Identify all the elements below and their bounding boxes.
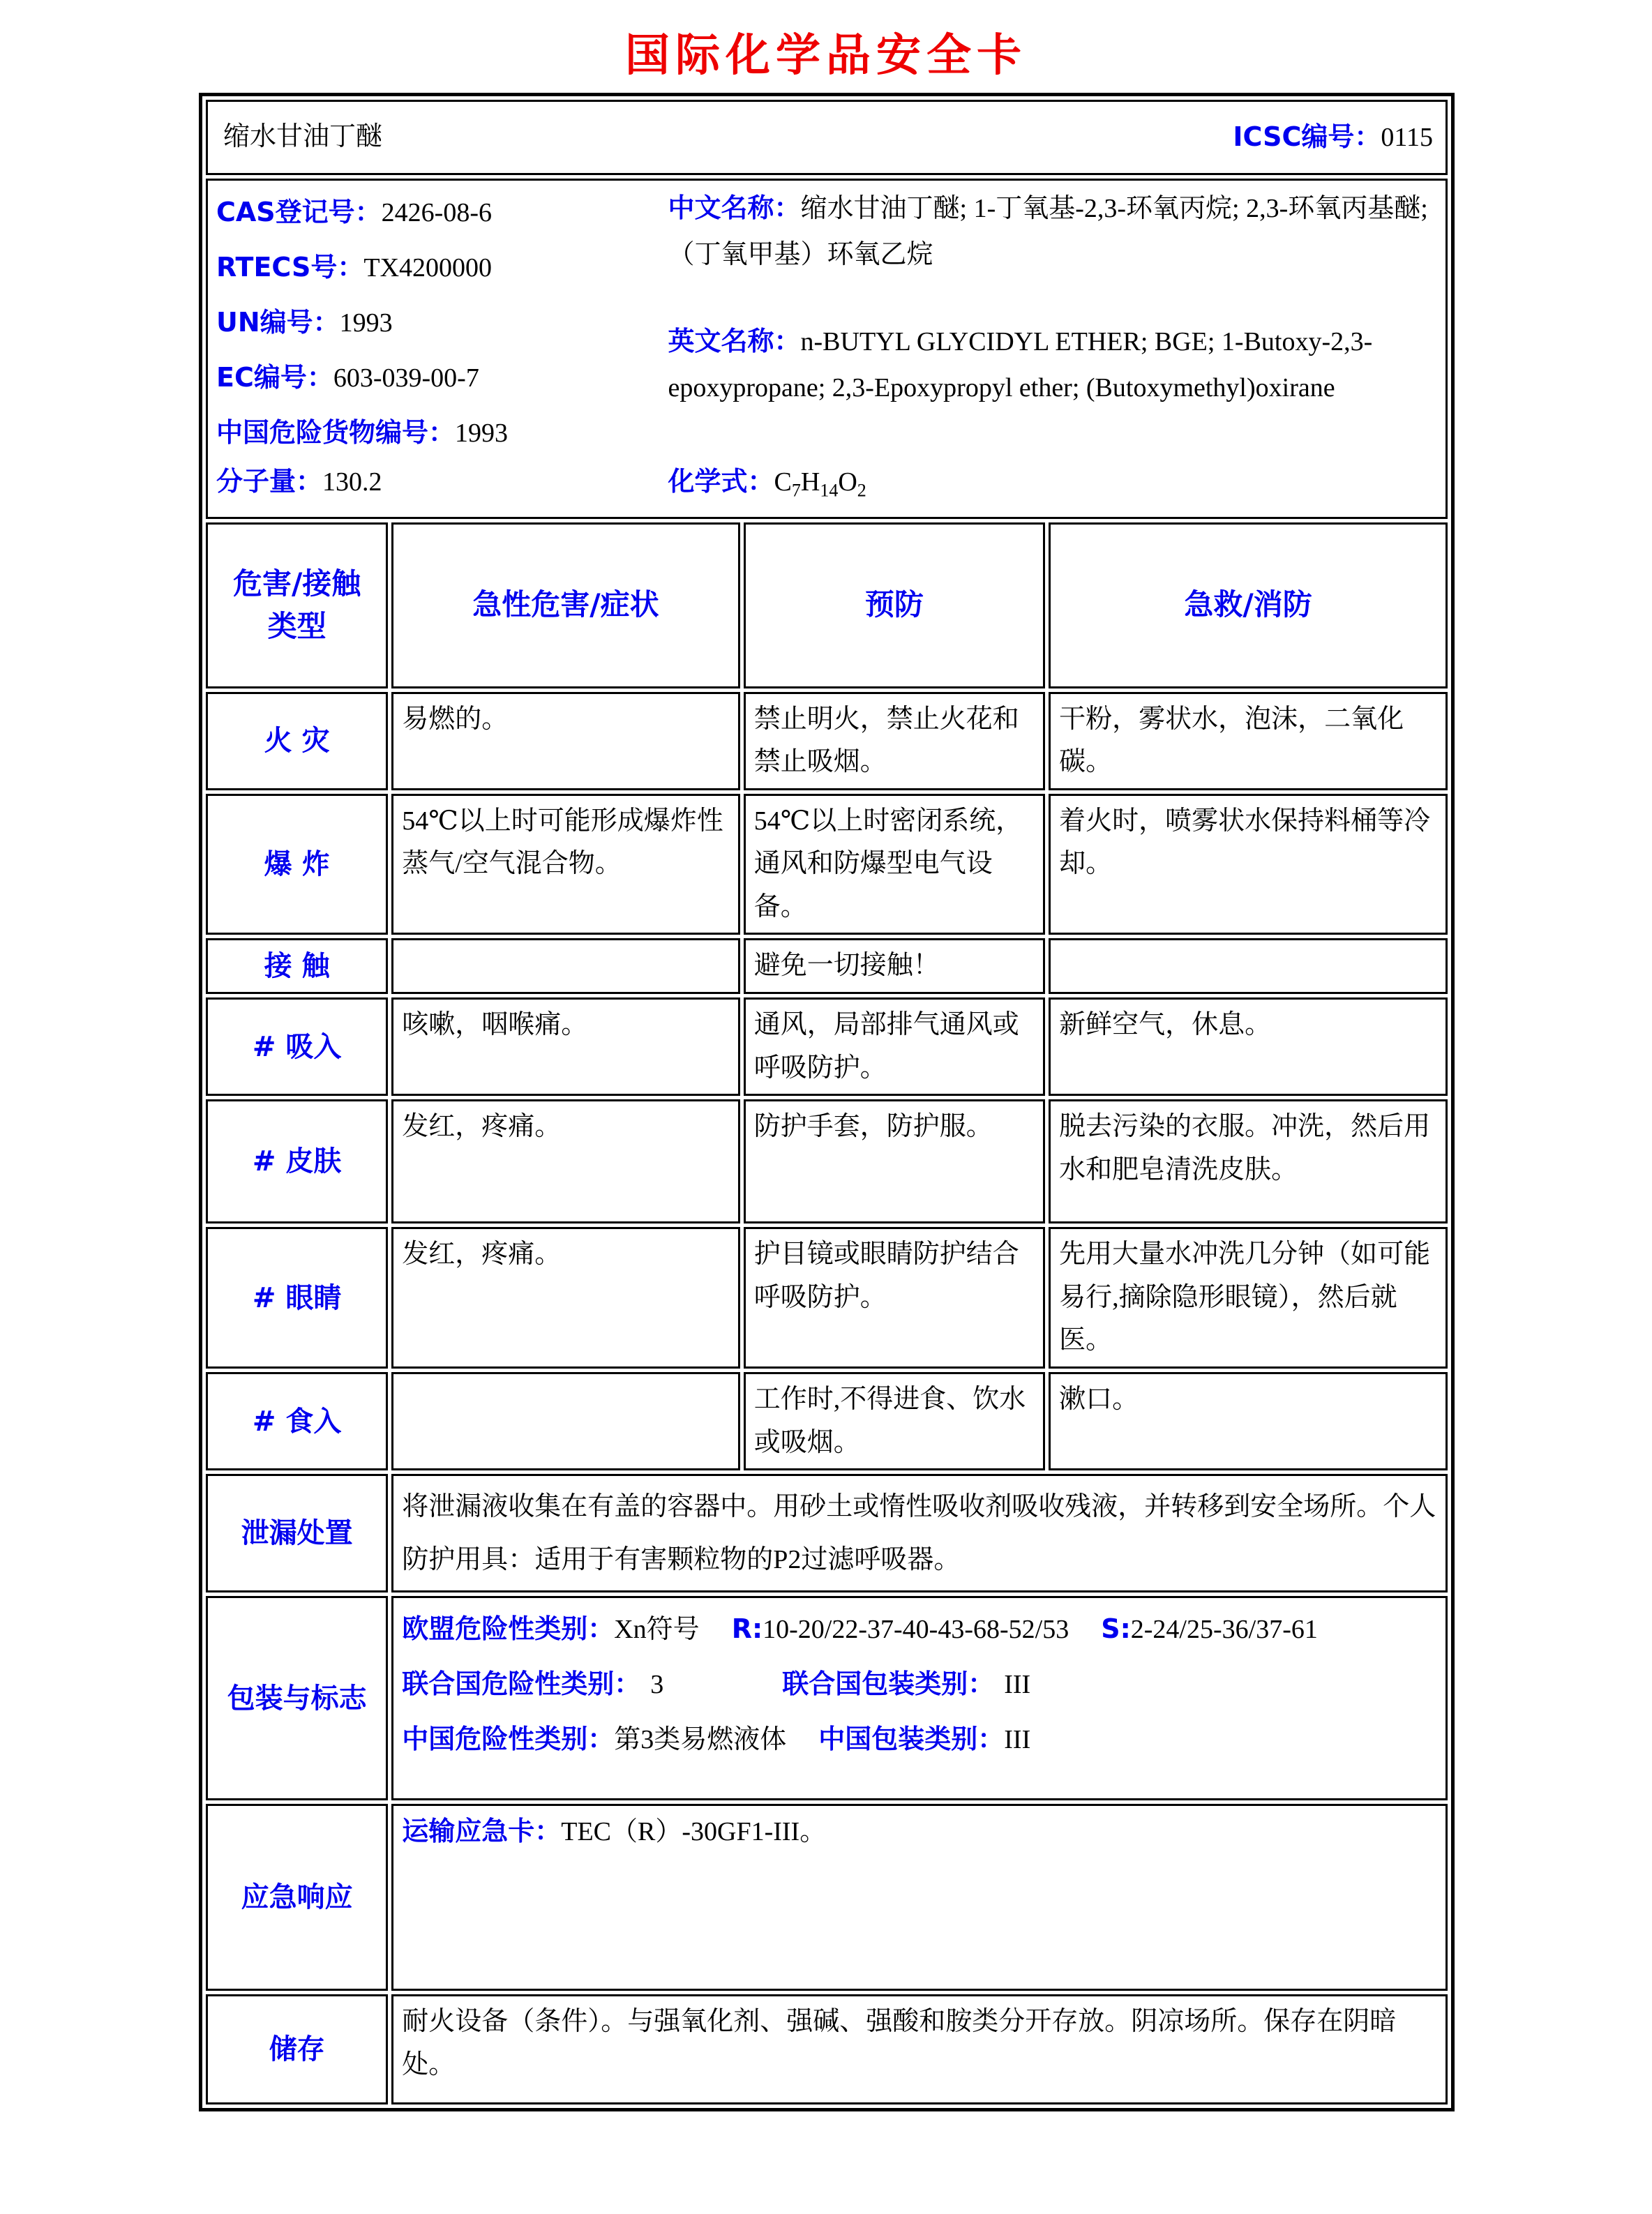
english-name: 英文名称：n-BUTYL GLYCIDYL ETHER; BGE; 1-Butoxy-2,3-epoxypropane; 2,3-Epoxypropyl ether; (Butoxymethyl)oxirane xyxy=(668,326,1373,402)
icsc-label: ICSC编号： xyxy=(1233,121,1381,152)
table-row-spill xyxy=(206,1474,1448,1592)
ec-number: EC编号：603-039-00-7 xyxy=(216,362,479,393)
hazard-header-row xyxy=(206,522,1448,688)
exposure-symptoms xyxy=(391,938,739,994)
skin-symptoms: 发红，疼痛。 xyxy=(391,1099,739,1223)
fire-firstaid: 干粉，雾状水，泡沫，二氧化碳。 xyxy=(1049,692,1448,790)
row-label-spill: 泄漏处置 xyxy=(206,1474,388,1592)
inhalation-firstaid: 新鲜空气，休息。 xyxy=(1049,997,1448,1096)
table-row-packaging xyxy=(206,1596,1448,1800)
cn-class-line: 中国危险性类别：第3类易燃液体 中国包装类别：III xyxy=(402,1723,1031,1754)
exposure-firstaid xyxy=(1049,938,1448,994)
skin-firstaid: 脱去污染的衣服。冲洗，然后用水和肥皂清洗皮肤。 xyxy=(1049,1099,1448,1223)
rtecs-number: RTECS号：TX4200000 xyxy=(216,252,493,283)
table-row-inhalation xyxy=(206,997,1448,1096)
chinese-name: 中文名称：缩水甘油丁醚; 1-丁氧基-2,3-环氧丙烷; 2,3-环氧丙基醚; （丁氧甲基）环氧乙烷 xyxy=(668,193,1428,269)
eyes-symptoms: 发红，疼痛。 xyxy=(391,1227,739,1369)
row-label-inhalation: # 吸入 xyxy=(206,997,388,1096)
row-label-emergency: 应急响应 xyxy=(206,1804,388,1991)
name-header-row xyxy=(206,100,1448,175)
name-header-cell xyxy=(206,100,1448,175)
ingestion-firstaid: 漱口。 xyxy=(1049,1372,1448,1470)
un-number: UN编号：1993 xyxy=(216,307,393,338)
eyes-prevention: 护目镜或眼睛防护结合呼吸防护。 xyxy=(744,1227,1045,1369)
table-row-explosion xyxy=(206,794,1448,935)
ingestion-symptoms xyxy=(391,1372,739,1470)
cas-number: CAS登记号：2426-08-6 xyxy=(216,197,492,227)
table-row-storage xyxy=(206,1994,1448,2104)
row-label-storage: 储存 xyxy=(206,1994,388,2104)
row-label-ingestion: # 食入 xyxy=(206,1372,388,1470)
spill-text: 将泄漏液收集在有盖的容器中。用砂土或惰性吸收剂吸收残液，并转移到安全场所。个人防护用具：适用于有害颗粒物的P2过滤呼吸器。 xyxy=(391,1474,1448,1592)
col-header-firstaid: 急救/消防 xyxy=(1049,522,1448,688)
row-label-skin: # 皮肤 xyxy=(206,1099,388,1223)
col-header-symptoms: 急性危害/症状 xyxy=(391,522,739,688)
table-row-skin xyxy=(206,1099,1448,1223)
ingestion-prevention: 工作时,不得进食、饮水或吸烟。 xyxy=(744,1372,1045,1470)
exposure-prevention: 避免一切接触！ xyxy=(744,938,1045,994)
un-class-line: 联合国危险性类别： 3 联合国包装类别： III xyxy=(402,1669,1031,1700)
formula-text: $C_7H_{14}O_2$ xyxy=(774,467,866,501)
icsc-number xyxy=(1233,116,1437,160)
eu-hazard-class-line: 欧盟危险性类别：Xn符号 R:10-20/22-37-40-43-68-52/53 S:2-24/25-36/37-61 xyxy=(402,1613,1318,1645)
explosion-symptoms: 54℃以上时可能形成爆炸性蒸气/空气混合物。 xyxy=(391,794,739,935)
icsc-value: 0115 xyxy=(1381,122,1433,152)
col-header-prevention: 预防 xyxy=(744,522,1045,688)
fire-prevention: 禁止明火，禁止火花和禁止吸烟。 xyxy=(744,692,1045,790)
packaging-content xyxy=(391,1596,1448,1800)
skin-prevention: 防护手套，防护服。 xyxy=(744,1099,1045,1223)
fire-symptoms: 易燃的。 xyxy=(391,692,739,790)
row-label-eyes: # 眼睛 xyxy=(206,1227,388,1369)
chemical-names xyxy=(668,185,1438,460)
chemical-formula: 化学式：$C_7H_{14}O_2$ xyxy=(668,466,866,501)
table-row-exposure xyxy=(206,938,1448,994)
table-row-emergency xyxy=(206,1804,1448,1991)
transport-card-label: 运输应急卡： xyxy=(402,1816,562,1847)
page-title: 国际化学品安全卡 xyxy=(625,30,1027,82)
row-label-fire: 火 灾 xyxy=(206,692,388,790)
explosion-prevention: 54℃以上时密闭系统，通风和防爆型电气设备。 xyxy=(744,794,1045,935)
col-header-hazard-type: 危害/接触 类型 xyxy=(206,522,388,688)
row-label-packaging: 包装与标志 xyxy=(206,1596,388,1800)
icsc-card-table xyxy=(199,93,1455,2111)
explosion-firstaid: 着火时，喷雾状水保持料桶等冷却。 xyxy=(1049,794,1448,935)
identity-row xyxy=(206,179,1448,519)
storage-text: 耐火设备（条件）。与强氧化剂、强碱、强酸和胺类分开存放。阴凉场所。保存在阴暗处。 xyxy=(391,1994,1448,2104)
table-row-fire xyxy=(206,692,1448,790)
chemical-name-header: 缩水甘油丁醚 xyxy=(223,122,383,152)
eyes-firstaid: 先用大量水冲洗几分钟（如可能易行,摘除隐形眼镜），然后就医。 xyxy=(1049,1227,1448,1369)
registry-numbers xyxy=(216,185,668,460)
row-label-explosion: 爆 炸 xyxy=(206,794,388,935)
inhalation-symptoms: 咳嗽，咽喉痛。 xyxy=(391,997,739,1096)
identity-cell xyxy=(206,179,1448,519)
transport-card-value: TEC（R）-30GF1-III。 xyxy=(561,1817,827,1847)
row-label-exposure: 接 触 xyxy=(206,938,388,994)
table-row-ingestion xyxy=(206,1372,1448,1470)
emergency-content xyxy=(391,1804,1448,1991)
inhalation-prevention: 通风，局部排气通风或呼吸防护。 xyxy=(744,997,1045,1096)
molecular-weight: 分子量：130.2 xyxy=(216,466,382,497)
table-row-eyes xyxy=(206,1227,1448,1369)
china-dg-number: 中国危险货物编号：1993 xyxy=(216,417,509,448)
